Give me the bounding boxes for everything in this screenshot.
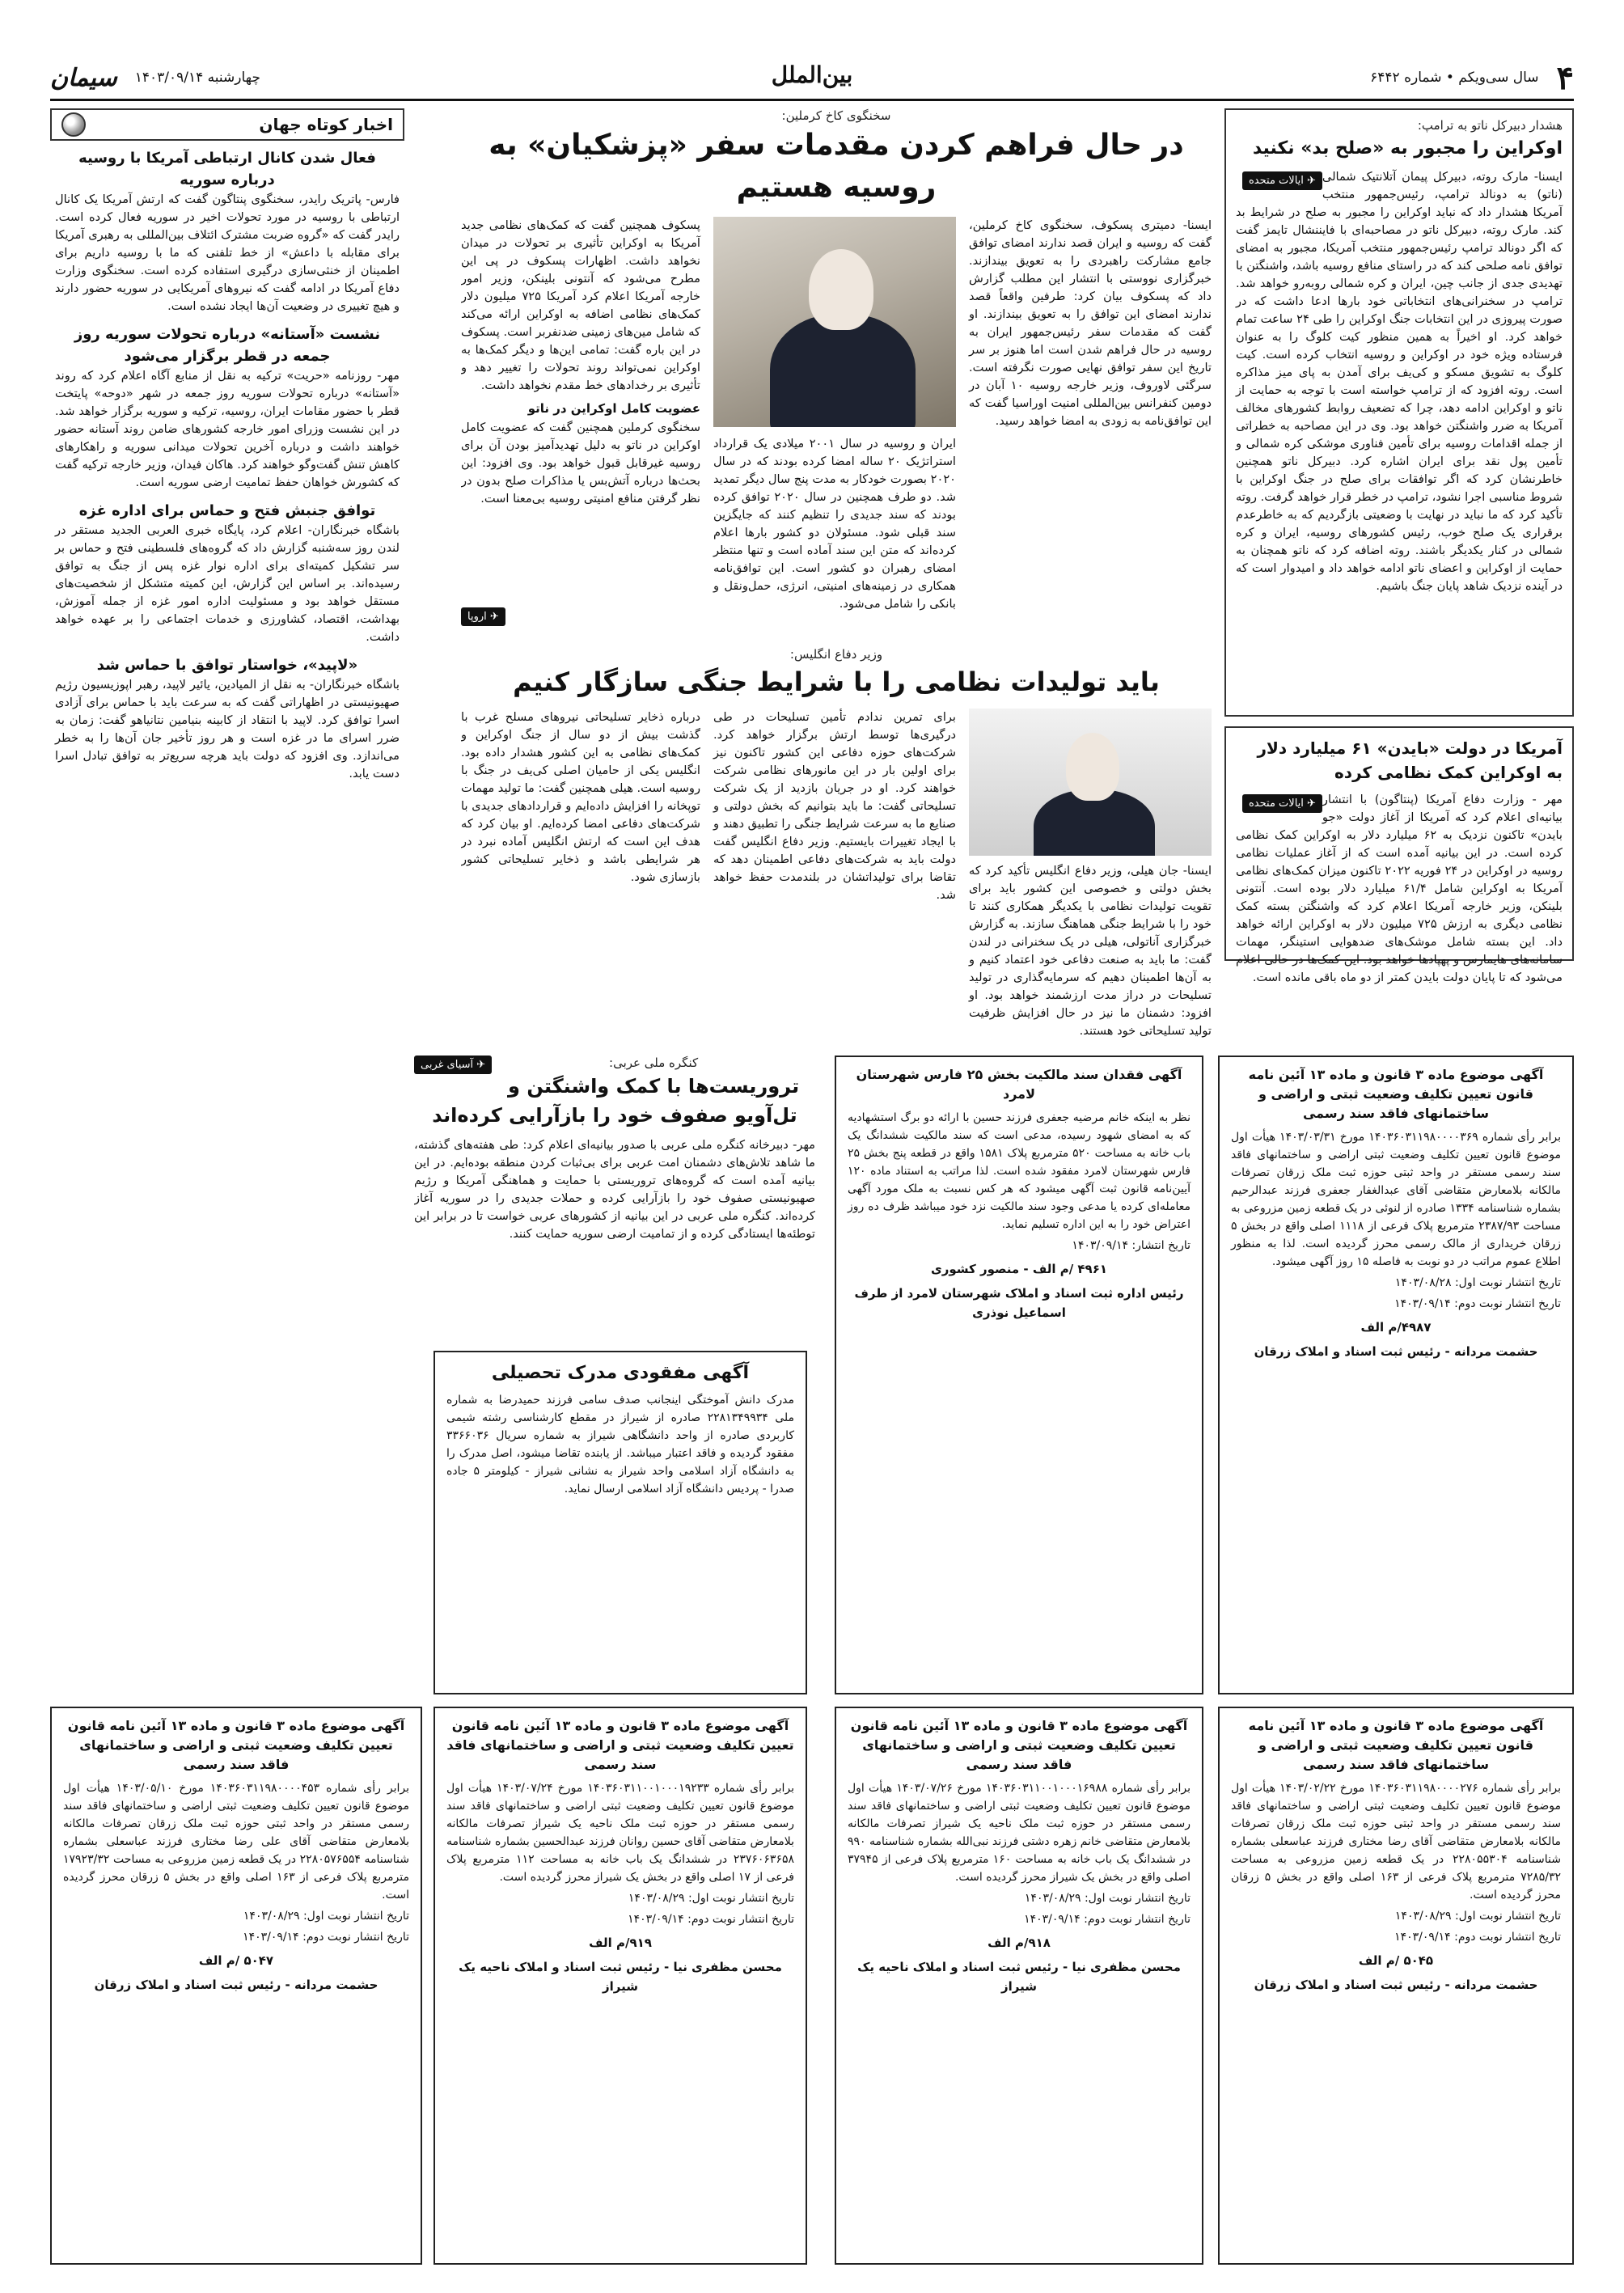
issue-date: چهارشنبه ۱۴۰۳/۰۹/۱۴ xyxy=(134,70,260,86)
notice-signature: حشمت مردانه - رئیس ثبت اسناد و املاک زرقان xyxy=(94,1978,379,1992)
issue-info: سال سی‌ویکم • شماره ۶۴۴۲ xyxy=(1370,70,1539,86)
notice-code: ۴۹۸۷/م الف xyxy=(1360,1320,1432,1335)
healey-photo xyxy=(969,709,1212,856)
kremlin-col-b xyxy=(713,217,956,626)
notice-date-1: تاریخ انتشار نوبت اول: ۱۴۰۳/۰۸/۲۹ xyxy=(243,1910,409,1923)
right-column xyxy=(1224,108,1574,998)
brief-item xyxy=(55,500,400,646)
notice-title: آگهی موضوع ماده ۳ قانون و ماده ۱۳ آئین نامه قانون تعیین تکلیف وضعیت ثبتی و اراضی و ساختمانهای فاقد سند رسمی xyxy=(446,1718,794,1772)
brief-headline: توافق جنبش فتح و حماس برای اداره غزه xyxy=(78,502,376,519)
peskov-photo xyxy=(713,217,956,427)
notice-title: آگهی موضوع ماده ۳ قانون و ماده ۱۳ آئین نامه قانون تعیین تکلیف وضعیت ثبتی و اراضی و ساختمانهای فاقد سند رسمی xyxy=(67,1718,405,1772)
lost-deed-notice xyxy=(835,1056,1203,1694)
masthead-right xyxy=(1370,59,1574,97)
notice-date-1: تاریخ انتشار نوبت اول: ۱۴۰۳/۰۸/۲۹ xyxy=(1024,1892,1191,1905)
brief-body: مهر- روزنامه «حریت» ترکیه به نقل از منابع آگاه اعلام کرد که روند «آستانه» درباره تحولات سوریه روز جمعه در شهر «دوحه» پایتخت قطر با حضور مقامات ایران، روسیه، ترکیه و سوریه برگزار خواهد شد. در این نشست وزرای امور خارجه کشورهای ضامن روند آستانه حضور خواهند داشت و درباره آخرین تحولات میدانی سوریه و راهکارهای کاهش تنش گفت‌وگو خواهند کرد. هاکان فیدان، وزیر خارجه ترکیه گفت که کشورش خواهان حفظ تمامیت ارضی سوریه است. xyxy=(55,369,400,489)
notice-signature: رئیس اداره ثبت اسناد و املاک شهرستان لامرد از طرف اسماعیل نوذری xyxy=(854,1286,1184,1320)
section-title: بین‌الملل xyxy=(771,61,853,88)
biden-aid-headline: آمریکا در دولت «بایدن» ۶۱ میلیارد دلار به اوکراین کمک نظامی کرده xyxy=(1257,738,1563,782)
uk-defense-article xyxy=(461,647,1212,1043)
notice-body: برابر رأی شماره ۱۴۰۳۶۰۳۱۱۰۰۱۰۰۰۱۹۲۳۳ مورخ ۱۴۰۳/۰۷/۲۴ هیأت اول موضوع قانون تعیین تکلیف وضعیت ثبتی اراضی و ساختمانهای فاقد سند رسمی مستقر در حوزه ثبت ملک ناحیه یک شیراز تصرفات مالکانه بلامعارض متقاضی آقای حسین روانان فرزند عبدالحسین بشماره شناسنامه ۲۳۷۶۰۶۳۶۵۸ در ششدانگ یک باب خانه به مساحت ۱۱۲ مترمربع پلاک فرعی از ۱۷ اصلی واقع در بخش یک شیراز محرز گردیده است. xyxy=(446,1782,795,1884)
brief-item xyxy=(55,324,400,492)
uk-columns xyxy=(461,709,1212,1040)
world-briefs-title: اخبار کوتاه جهان xyxy=(259,115,393,134)
notice-title: آگهی فقدان سند مالکیت بخش ۲۵ فارس شهرستان لامرد xyxy=(856,1067,1182,1102)
brief-item xyxy=(55,147,400,315)
uk-text-a: ایسنا- جان هیلی، وزیر دفاع انگلیس تأکید کرد که بخش دولتی و خصوصی این کشور باید برای تقویت تولیدات نظامی با یکدیگر همکاری کنند تا خود را با شرایط جنگی هماهنگ سازند. به گزارش خبرگزاری آناتولی، هیلی در یک سخنرانی در لندن گفت: ما باید به صنعت دفاعی خود اعتماد کنیم و به آن‌ها اطمینان دهیم که سرمایه‌گذاری در تولید تسلیحات در دراز مدت ارزشمند خواهد بود. او افزود: دشمنان ما نیز در حال افزایش ظرفیت تولید تسلیحاتی خود هستند. xyxy=(969,864,1212,1038)
notice-date-2: تاریخ انتشار نوبت دوم: ۱۴۰۳/۰۹/۱۴ xyxy=(1394,1297,1561,1310)
notice-code: ۵۰۴۵ /م الف xyxy=(1358,1953,1434,1968)
newspaper-logo: سیمان xyxy=(50,63,117,92)
kremlin-col-c xyxy=(461,217,700,626)
registry-notice-3 xyxy=(835,1707,1203,2265)
notice-code: ۴۹۶۱ /م الف - منصور کشوری xyxy=(930,1262,1108,1276)
us-section-badge-2: ✈ ایالات متحده xyxy=(1242,794,1322,813)
kremlin-text-a: ایسنا- دمیتری پسکوف، سخنگوی کاخ کرملین، گفت که روسیه و ایران قصد ندارند امضای توافق جامع مشارکت راهبردی را به تعویق بیندازند. خبرگزاری نووستی با انتشار این مطلب گزارش داد که پسکوف بیان کرد: طرفین واقعاً قصد ندارند امضای این توافق را به تعویق بیندازند. او گفت که مقدمات سفر رئیس‌جمهور ایران به روسیه در حال فراهم شدن است اما هنوز بر سر تاریخ این سفر توافق نهایی صورت نگرفته است. سرگئی لاوروف، وزیر خارجه روسیه ۱۰ آبان در دومین کنفرانس بین‌المللی امنیت اوراسیا گفت که این توافق‌نامه به زودی به امضا خواهد رسید. xyxy=(969,218,1212,428)
brief-headline: فعال شدن کانال ارتباطی آمریکا با روسیه درباره سوریه xyxy=(78,150,376,188)
brief-headline: نشست «آستانه» درباره تحولات سوریه روز جمعه در قطر برگزار می‌شود xyxy=(74,326,381,365)
notice-body: نظر به اینکه خانم مرضیه جعفری فرزند حسین با ارائه دو برگ استشهادیه که به امضای شهود رسیده، مدعی است که سند مالکیت ششدانگ یک باب خانه به مساحت ۵۲۰ مترمربع پلاک ۱۵۸۱ واقع در قطعه پنج بخش ۲۵ فارس شهرستان لامرد مفقود شده است. لذا مراتب به استناد ماده ۱۲۰ آیین‌نامه قانون ثبت آگهی میشود که هر کس نسبت به ملک مورد آگهی معامله‌ای کرده یا مدعی وجود سند مالکیت نزد خود میباشد ظرف ده روز اعتراض خود را به این اداره تسلیم نماید. xyxy=(848,1111,1191,1231)
brief-body: باشگاه خبرنگاران- به نقل از المیادین، یائیر لاپید، رهبر اپوزیسیون رژیم صهیونیستی در اظهاراتی گفت که به سرعت باید با حماس برای آزادی اسرا توافق کرد. لاپید با انتقاد از کابینه بنیامین نتانیاهو گفت: زمان به ضرر اسرای ما در غزه است و هر روز تأخیر جان آن‌ها را به خطر می‌اندازد. وی افزود که دولت باید هرچه سریع‌تر به توافق تبادل اسرا دست یابد. xyxy=(55,678,400,781)
kremlin-col-a xyxy=(969,217,1212,626)
brief-body: باشگاه خبرنگاران- اعلام کرد، پایگاه خبری العربی الجدید مستقر در لندن روز سه‌شنبه گزارش داد که گروه‌های فلسطینی فتح و حماس بر سر تشکیل کمیته‌ای برای اداره نوار غزه پس از جنگ به توافق رسیده‌اند. بر اساس این گزارش، این کمیته متشکل از شخصیت‌های مستقل خواهد بود و مسئولیت اداره امور غزه از جمله آموزش، بهداشت، اقتصاد، کشاورزی و خدمات اجتماعی را بر عهده خواهد داشت. xyxy=(55,523,400,644)
registry-notice-4 xyxy=(433,1707,807,2265)
kremlin-columns xyxy=(461,217,1212,626)
kremlin-article xyxy=(461,108,1212,626)
brief-item xyxy=(55,654,400,783)
kremlin-headline: در حال فراهم کردن مقدمات سفر «پزشکیان» به روسیه هستیم xyxy=(488,129,1184,204)
west-asia-badge: ✈ آسیای غربی xyxy=(414,1056,492,1074)
uk-text-c: درباره ذخایر تسلیحاتی نیروهای مسلح غرب با گذشت بیش از دو سال از جنگ اوکراین و کمک‌های نظامی به این کشور هشدار داده بود. انگلیس یکی از حامیان اصلی کی‌یف در جنگ با روسیه است. هیلی همچنین گفت: ما تولید مهمات توپخانه را افزایش داده‌ایم و قراردادهای جدیدی با شرکت‌های دفاعی امضا کرده‌ایم. او بیان کرد که هدف این است که ارتش انگلیس آماده نبرد در هر شرایطی باشد و ذخایر تسلیحاتی کشور بازسازی شود. xyxy=(461,710,700,884)
photo-face-shape xyxy=(809,249,873,330)
nato-body: ایسنا- مارک روته، دبیرکل پیمان آتلانتیک شمالی (ناتو) به دونالد ترامپ، رئیس‌جمهور منتخب آمریکا هشدار داد که نباید اوکراین را مجبور به صلح در شرایط بد کند. مارک روته، دبیرکل ناتو در مصاحبه‌ای با فایننشال تایمز گفت که اگر دونالد ترامپ رئیس‌جمهور منتخب آمریکا، مجبور به امضای توافق نامه صلحی کند که در راستای منافع روسیه باشد، واشنگتن با تهدیدی جدی از جانب چین، ایران و کره شمالی روبه‌رو خواهد شد. ترامپ در سخنرانی‌های انتخاباتی خود بارها ادعا داشت که در صورت پیروزی در این انتخابات جنگ اوکراین را طی ۲۴ ساعت تمام خواهد کرد. او اخیراً به همین منظور کیت کلوگ را به عنوان فرستاده ویژه خود در اوکراین و روسیه انتخاب کرده است. کیت کلوگ به تشویق مسکو و کی‌یف برای آمدن به پای میز مذاکره است. روته افزود که از ترامپ خواسته است با توجه به حمایت از ناتو و اوکراین ادامه دهد، چرا که تضعیف روابط کشورهای مخالف آمریکا به ضرر واشنگتن خواهد بود. وی در این مصاحبه به خطراتی از جمله اقدامات روسیه برای تأمین فناوری موشکی کره شمالی و تأمین پول نقد برای ایران اشاره کرد. دبیرکل ناتو همچنین خاطرنشان کرد که اگر توافقات برای صلح در جنگ اوکراین با شروط مناسبی اجرا نشود، ترامپ در خطر قرار خواهد گرفت. روته تأکید کرد که ما نباید در نهایت با وضعیتی بازگردیم که به خاطرعدم برقراری یک صلح خوب، رئیس کشورهای روسیه، ایران و کره شمالی در کنار یکدیگر باشند. روته اضافه کرد که ناتو همچنان به حمایت از اوکراین و اعضای ناتو ادامه خواهد داد و امیدوار است که در آینده نزدیک شاهد پایان جنگ باشیم. xyxy=(1236,170,1563,593)
kremlin-text-b: ایران و روسیه در سال ۲۰۰۱ میلادی یک قرارداد استراتژیک ۲۰ ساله امضا کرده بودند که در سال ۲۰۲۰ بصورت خودکار به مدت پنج سال دیگر تمدید شد. دو طرف همچنین در سال ۲۰۲۰ توافق کرده بودند که سند جدیدی را تنظیم کنند که جایگزین سند قبلی شود. مسئولان دو کشور بارها اعلام کرده‌اند که متن این سند آماده است و تنها منتظر امضای رهبران دو کشور است. این توافق‌نامه همکاری در زمینه‌های امنیتی، انرژی، حمل‌ونقل و بانکی را شامل می‌شود. xyxy=(713,437,956,611)
kremlin-kicker: سخنگوی کاخ کرملین: xyxy=(781,108,891,123)
uk-col-b xyxy=(713,709,956,1040)
uk-col-c xyxy=(461,709,700,1040)
globe-icon xyxy=(61,112,86,137)
lost-degree-notice xyxy=(433,1351,807,1694)
notice-signature: حشمت مردانه - رئیس ثبت اسناد و املاک زرقان xyxy=(1254,1344,1538,1359)
notice-body: برابر رأی شماره ۱۴۰۳۶۰۳۱۱۹۸۰۰۰۰۴۵۳ مورخ ۱۴۰۳/۰۵/۱۰ هیأت اول موضوع قانون تعیین تکلیف وضعیت ثبتی اراضی و ساختمانهای فاقد سند رسمی مستقر در واحد ثبتی حوزه ثبت ملک زرقان تصرفات مالکانه بلامعارض متقاضی آقای علی رضا مختاری فرزند عباسعلی بشماره شناسنامه ۲۲۸۰۵۷۶۵۵۴ در یک قطعه زمین مزروعی به مساحت ۱۷۹۲۳/۳۲ مترمربع پلاک فرعی از ۱۶۳ اصلی واقع در بخش ۵ زرقان محرز گردیده است. xyxy=(63,1782,409,1902)
uk-headline: باید تولیدات نظامی را با شرایط جنگی سازگار کنیم xyxy=(513,666,1160,697)
notice-body: برابر رأی شماره ۱۴۰۳۶۰۳۱۱۹۸۰۰۰۰۳۶۹ مورخ ۱۴۰۳/۰۳/۳۱ هیأت اول موضوع قانون تعیین تکلیف وضعیت ثبتی اراضی و ساختمانهای فاقد سند رسمی مستقر در واحد ثبتی حوزه ثبت ملک زرقان تصرفات مالکانه بلامعارض متقاضی آقای عبدالغفار جعفری فرزند عبدالرحیم بشماره شناسنامه ۱۳۳۴ صادره از لنوئی در یک قطعه زمین مزروعی به مساحت ۲۳۸۷/۹۳ مترمربع پلاک فرعی از ۱۱۱۸ اصلی واقع در بخش ۵ زرقان خریداری از مالک رسمی محرز گردیده است. لذا به منظور اطلاع عموم مراتب در دو نوبت به فاصله ۱۵ روز آگهی میشود. xyxy=(1231,1131,1562,1268)
arab-congress-article xyxy=(414,1056,815,1340)
photo-face-shape-2 xyxy=(1066,733,1119,801)
notice-title: آگهی موضوع ماده ۳ قانون و ماده ۱۳ آئین نامه قانون تعیین تکلیف وضعیت ثبتی و اراضی و ساختمانهای فاقد سند رسمی xyxy=(1248,1718,1544,1772)
notice-body: برابر رأی شماره ۱۴۰۳۶۰۳۱۱۰۰۱۰۰۰۱۶۹۸۸ مورخ ۱۴۰۳/۰۷/۲۶ هیأت اول موضوع قانون تعیین تکلیف وضعیت ثبتی اراضی و ساختمانهای فاقد سند رسمی مستقر در حوزه ثبت ملک ناحیه یک شیراز تصرفات مالکانه بلامعارض متقاضی خانم زهره دشتی فرزند نبی‌الله بشماره شناسنامه ۹۹۰ در ششدانگ یک باب خانه به مساحت ۱۶۰ مترمربع پلاک فرعی از ۳۷۹۴۵ اصلی واقع در بخش یک شیراز محرز گردیده است. xyxy=(848,1782,1191,1884)
arab-headline: تروریست‌ها با کمک واشنگتن و تل‌آویو صفوف خود را بازآرایی کرده‌اند xyxy=(432,1075,800,1127)
left-column xyxy=(50,108,404,1071)
us-section-badge: ✈ ایالات متحده xyxy=(1242,171,1322,190)
notice-date-1: تاریخ انتشار نوبت اول: ۱۴۰۳/۰۸/۲۹ xyxy=(1394,1910,1561,1923)
masthead-left xyxy=(50,64,260,92)
registry-notice-1 xyxy=(1218,1056,1574,1694)
notice-date-1: تاریخ انتشار نوبت اول: ۱۴۰۳/۰۸/۲۹ xyxy=(628,1892,794,1905)
kremlin-text-c: پسکوف همچنین گفت که کمک‌های نظامی جدید آمریکا به اوکراین تأثیری بر تحولات در میدان نخواهد داشت. اظهارات پسکوف در پی این مطرح می‌شود که آنتونی بلینکن، وزیر امور خارجه آمریکا اعلام کرد آمریکا ۷۲۵ میلیون دلار کمک‌های نظامی اضافه به اوکراین ارائه می‌کند که شامل مین‌های زمینی ضدنفربر است. پسکوف در این باره گفت: تمامی این‌ها و دیگر کمک‌ها به اوکراین نمی‌تواند روند تحولات را تغییر دهد و تأثیری بر رخدادهای خط مقدم نخواهد داشت. xyxy=(461,218,700,392)
europe-badge: ✈ اروپا xyxy=(461,607,505,626)
notice-title: آگهی موضوع ماده ۳ قانون و ماده ۱۳ آئین نامه قانون تعیین تکلیف وضعیت ثبتی و اراضی و ساختمانهای فاقد سند رسمی xyxy=(1248,1067,1544,1121)
notice-code: ۹۱۹/م الف xyxy=(589,1936,652,1950)
notice-date-1: تاریخ انتشار نوبت اول: ۱۴۰۳/۰۸/۲۸ xyxy=(1394,1276,1561,1289)
photo-suit-shape xyxy=(770,314,916,427)
header-rule xyxy=(50,99,1574,101)
nato-headline: اوکراین را مجبور به «صلح بد» نکنید xyxy=(1252,138,1563,159)
notice-signature: محسن مظفری نیا - رئیس ثبت اسناد و املاک ناحیه یک شیراز xyxy=(459,1960,782,1994)
brief-headline: «لاپید»، خواستار توافق با حماس شد xyxy=(96,657,358,674)
nato-kicker: هشدار دبیرکل ناتو به ترامپ: xyxy=(1417,118,1563,133)
notice-body: برابر رأی شماره ۱۴۰۳۶۰۳۱۱۹۸۰۰۰۰۲۷۶ مورخ ۱۴۰۳/۰۲/۲۲ هیأت اول موضوع قانون تعیین تکلیف وضعیت ثبتی اراضی و ساختمانهای فاقد سند رسمی مستقر در واحد ثبتی حوزه ثبت ملک زرقان تصرفات مالکانه بلامعارض متقاضی آقای رضا مختاری فرزند عباسعلی بشماره شناسنامه ۲۲۸۰۵۵۳۰۴ در یک قطعه زمین مزروعی به مساحت ۷۲۸۵/۳۲ مترمربع پلاک فرعی از ۱۶۳ اصلی واقع در بخش ۵ زرقان محرز گردیده است. xyxy=(1231,1782,1562,1902)
notice-date-2: تاریخ انتشار نوبت دوم: ۱۴۰۳/۰۹/۱۴ xyxy=(628,1913,794,1926)
arab-kicker: کنگره ملی عربی: xyxy=(609,1056,699,1070)
biden-aid-article xyxy=(1224,726,1574,984)
uk-col-a xyxy=(969,709,1212,1040)
uk-text-b: برای تمرین ندادم تأمین تسلیحات در طی درگیری‌ها توسط ارتش برگزار خواهد کرد. شرکت‌های حوزه دفاعی این کشور تاکنون نیز برای اولین بار در این مانورهای نظامی شرکت خواهند کرد. او در جریان بازدید از یک شرکت تسلیحاتی گفت: ما باید بتوانیم که بخش دولتی و صنایع ما به سرعت شرایط جنگی را تطبیق دهند و با ایجاد تغییرات بایستیم. وزیر دفاع انگلیس گفت دولت باید به شرکت‌های دفاعی اطمینان دهد که تقاضا برای تولیداتشان در بلندمدت حفظ خواهد شد. xyxy=(713,710,956,902)
nato-article xyxy=(1224,108,1574,717)
page-number: ۴ xyxy=(1556,58,1574,97)
notice-title: آگهی مفقودی مدرک تحصیلی xyxy=(491,1363,750,1383)
world-briefs-list xyxy=(50,147,404,783)
world-briefs-header xyxy=(50,108,404,141)
brief-body: فارس- پاتریک رایدر، سخنگوی پنتاگون گفت که ارتش آمریکا یک کانال ارتباطی با روسیه در مورد تحولات اخیر در سوریه فعال کرده است. رایدر گفت که «گروه ضربت مشترک ائتلاف بین‌المللی به رهبری آمریکا برای مقابله با داعش» از خط تلفنی که ما با روسیه داریم برای اطمینان از خنثی‌سازی درگیری استفاده کرده است. سخنگوی وزارت دفاع آمریکا در ادامه گفت که نیروهای آمریکایی در سوریه حضور دارند و هیچ تغییری در وضعیت آن‌ها ایجاد نشده است. xyxy=(55,192,400,313)
uk-kicker: وزیر دفاع انگلیس: xyxy=(789,647,883,662)
notice-code: ۵۰۴۷ /م الف xyxy=(198,1953,274,1968)
kremlin-subheading: عضویت کامل اوکراین در ناتو xyxy=(527,401,700,416)
masthead xyxy=(50,58,1574,97)
kremlin-text-c2: سخنگوی کرملین همچنین گفت که عضویت کامل اوکراین در ناتو به دلیل تهدیدآمیز بودن آن برای روسیه غیرقابل قبول خواهد بود. وی افزود: این بحث‌ها درباره آتش‌بس یا مذاکرات صلح بدون در نظر گرفتن منافع امنیتی روسیه بی‌معنا است. xyxy=(461,421,700,506)
notice-signature: محسن مظفری نیا - رئیس ثبت اسناد و املاک ناحیه یک شیراز xyxy=(857,1960,1181,1994)
registry-notice-2 xyxy=(1218,1707,1574,2265)
notice-date-2: تاریخ انتشار نوبت دوم: ۱۴۰۳/۰۹/۱۴ xyxy=(1394,1931,1561,1944)
notice-signature: حشمت مردانه - رئیس ثبت اسناد و املاک زرقان xyxy=(1254,1978,1538,1992)
notice-date-2: تاریخ انتشار نوبت دوم: ۱۴۰۳/۰۹/۱۴ xyxy=(243,1931,409,1944)
notice-title: آگهی موضوع ماده ۳ قانون و ماده ۱۳ آئین نامه قانون تعیین تکلیف وضعیت ثبتی و اراضی و ساختمانهای فاقد سند رسمی xyxy=(850,1718,1188,1772)
arab-body: مهر- دبیرخانه کنگره ملی عربی با صدور بیانیه‌ای اعلام کرد: طی هفته‌های گذشته، ما شاهد تلاش‌های دشمنان امت عربی برای بی‌ثبات کردن منطقه بوده‌ایم. در این بیانیه آمده است که گروه‌های تروریستی با حمایت و هماهنگی آمریکا و رژیم صهیونیستی صفوف خود را بازآرایی کرده و حملات جدیدی را در سوریه آغاز کرده‌اند. کنگره ملی عربی در این بیانیه از کشورهای عربی خواست تا در برابر این توطئه‌ها ایستادگی کرده و از تمامیت ارضی سوریه حمایت کنند. xyxy=(414,1138,815,1241)
notice-date-2: تاریخ انتشار نوبت دوم: ۱۴۰۳/۰۹/۱۴ xyxy=(1024,1913,1191,1926)
notice-date-1: تاریخ انتشار: ۱۴۰۳/۰۹/۱۴ xyxy=(1072,1239,1191,1252)
registry-notice-5 xyxy=(50,1707,422,2265)
biden-aid-body: مهر - وزارت دفاع آمریکا (پنتاگون) با انتشار بیانیه‌ای اعلام کرد که آمریکا از آغاز دولت «جو بایدن» تاکنون نزدیک به ۶۲ میلیارد دلار به اوکراین کمک نظامی کرده است. در این بیانیه آمده است که از آغاز عملیات نظامی روسیه در اوکراین در ۲۴ فوریه ۲۰۲۲ تاکنون میزان کمک‌های نظامی آمریکا به اوکراین شامل ۶۱/۴ میلیارد دلار بوده است. آنتونی بلینکن، وزیر خارجه آمریکا اعلام کرد که واشنگتن بسته کمک نظامی دیگری به ارزش ۷۲۵ میلیون دلار به اوکراین ارائه خواهد داد. این بسته شامل موشک‌های ضدهوایی استینگر، مهمات سامانه‌های هایمارس و پهپادها خواهد بود. این کمک‌ها در حالی اعلام می‌شود که تا پایان دولت بایدن کمتر از دو ماه باقی مانده است. xyxy=(1236,793,1563,984)
notice-code: ۹۱۸/م الف xyxy=(988,1936,1051,1950)
notice-body: مدرک دانش آموختگی اینجانب صدف سامی فرزند حمیدرضا به شماره ملی ۲۲۸۱۳۴۹۹۳۴ صادره از شیراز در مقطع کارشناسی رشته شیمی کاربردی صادره از واحد دانشگاهی شیراز به شماره سریال ۳۳۶۶۰۳۶ مفقود گردیده و فاقد اعتبار میباشد. از یابنده تقاضا میشود، اصل مدرک را به دانشگاه آزاد اسلامی واحد شیراز به نشانی شیراز - کیلومتر ۵ جاده صدرا - پردیس دانشگاه آزاد اسلامی ارسال نماید. xyxy=(446,1394,795,1496)
